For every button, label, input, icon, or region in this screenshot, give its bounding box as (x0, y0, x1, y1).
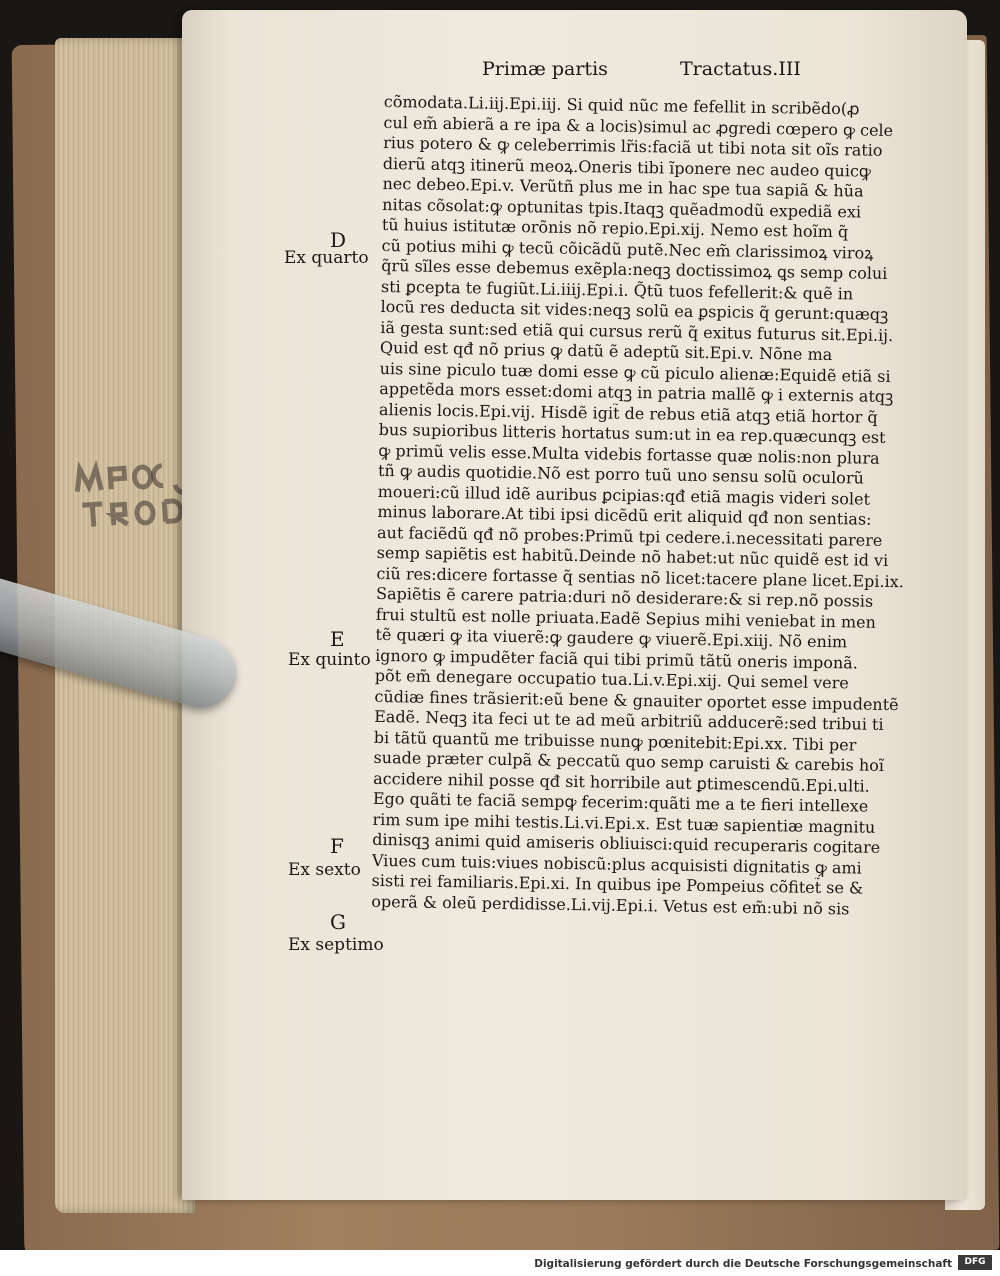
text-line: dinisqꝫ animi quid amiseris obliuisci:quid recuperaris cogitare (372, 829, 881, 857)
funding-credit: Digitalisierung gefördert durch die Deutsche Forschungsgemeinschaft (534, 1258, 952, 1270)
text-line: dierũ atqꝫ itinerũ meoꝝ.Oneris tibi ĩponere nec audeo quicꝙ (382, 153, 872, 181)
margin-letter-e: E (330, 627, 345, 651)
text-line: Sapiẽtis ẽ carere patria:duri nõ desiderare:& si rep.nõ possis (375, 583, 874, 611)
text-line: tẽ quæri ꝙ ita viuerẽ:ꝙ gaudere ꝙ viuerẽ.Epi.xiij. Nõ enim (375, 624, 848, 652)
text-line: operã & oleũ perdidisse.Li.vij.Epi.i. Vetus est em̃:ubi nõ sis (371, 891, 850, 918)
text-line: iã gesta sunt:sed etiã qui cursus rerũ q̃ exitus futurus sit.Epi.ij. (380, 317, 894, 345)
text-line: semp sapiẽtis est habitũ.Deinde nõ habet:ut nũc quidẽ est id vi (376, 542, 889, 570)
text-line: rim sum ipe mihi testis.Li.vi.Epi.x. Est tuæ sapientiæ magnitu (372, 809, 876, 837)
margin-label-ex-sexto: Ex sexto (288, 860, 361, 880)
text-line: accidere nihil posse qđ sit horribile aut ꝑtimescendũ.Epi.ulti. (373, 768, 870, 796)
margin-label-ex-quinto: Ex quinto (288, 650, 371, 670)
text-line: appetẽda mors esset:domi atqꝫ in patria mallẽ ꝙ i externis atqꝫ (379, 378, 894, 407)
margin-letter-g: G (330, 910, 346, 934)
text-line: rius potero & ꝙ celeberrimis lr̃is:faciã ut tibi nota sit oĩs ratio (383, 132, 883, 160)
text-line: sisti rei familiaris.Epi.xi. In quibus ipe Pompeius cõfitet̃ se & (371, 870, 864, 898)
text-line: q̃rũ sĩles esse debemus exẽpla:neqꝫ doctissimoꝝ ꝗs semp colui (381, 255, 888, 283)
text-line: tñ ꝙ audis quotidie.Nõ est porro tuũ uno sensu solũ oculorũ (377, 460, 865, 488)
text-line: ciũ res:dicere fortasse q̃ sentias nõ licet:tacere plane licet.Epi.ix. (376, 563, 904, 591)
text-line: bus supioribus litteris hortatus sum:ut in ea rep.quæcunqꝫ est (378, 419, 886, 447)
text-line: alienis locis.Epi.vij. Hisdẽ igit̃ de rebus etiã atqꝫ etiã hortor q̃ (378, 399, 878, 427)
margin-letter-d: D (330, 228, 347, 252)
text-line: Eadẽ. Neqꝫ ita feci ut te ad meũ arbitriũ adducerẽ:sed tribui ti (374, 706, 884, 734)
text-line: cũ potius mihi ꝙ tecũ cõicãdũ putẽ.Nec em̃ clarissimoꝝ viroꝝ (381, 235, 874, 263)
text-line: sti ꝑcepta te fugiũt.Li.iiij.Epi.i. Q̃tũ tuos fefellerit:& quẽ in (380, 276, 854, 303)
text-line: moueri:cũ illud idẽ auribus ꝑcipias:qđ etiã magis videri solet (377, 481, 871, 509)
text-line: cũdiæ fines trãsierit:eũ bene & gnauiter oportet esse impudentẽ (374, 686, 899, 714)
text-line: Ego quãti te faciã sempꝙ fecerim:quãti me a te fieri intellexe (372, 788, 869, 816)
text-line: cul em̃ abierã a re ipa & a locis)simul ac ꝓgredi cœpero ꝙ cele (383, 112, 894, 140)
running-head-left: Primæ partis (482, 58, 608, 80)
running-head (482, 58, 912, 88)
text-line: locũ res deducta sit vides:neqꝫ solũ ea ꝑspicis q̃ gerunt:quæqꝫ (380, 296, 889, 324)
text-line: aut faciẽdũ qđ nõ probes:Primũ tpi cedere.i.necessitati parere (376, 522, 883, 550)
text-line: ignoro ꝙ impudẽter faciã qui tibi primũ tãtũ oneris imponã. (375, 645, 859, 673)
library-stamp (69, 454, 189, 544)
text-line: tũ huius istitutæ orõnis nõ repio.Epi.xij. Nemo est hoĩm q̃ (381, 214, 849, 242)
text-line: frui stultũ est nolle priuata.Eadẽ Sepius mihi veniebat in men (375, 604, 877, 632)
running-head-right: Tractatus.III (680, 58, 801, 80)
text-line: Quid est qđ nõ prius ꝙ datũ ẽ adeptũ sit.Epi.v. Nõne ma (379, 337, 833, 365)
text-line: suade præter culpã & peccatũ quo semp caruisti & carebis hoĩ (373, 747, 885, 775)
text-line: nitas cõsolat:ꝙ optunitas tpis.Itaqꝫ quẽadmodũ expediã exi (382, 194, 862, 222)
text-line: minus laborare.At tibi ipsi dicẽdũ erit aliquid qđ non sentias: (377, 501, 872, 529)
text-line: põt em̃ denegare occupatio tua.Li.v.Epi.xij. Qui semel vere (374, 665, 850, 693)
margin-label-ex-septimo: Ex septimo (288, 935, 384, 955)
main-text-block (371, 92, 914, 920)
text-line: ꝙ primũ velis esse.Multa videbis fortasse quæ nolis:non plura (378, 440, 880, 468)
text-line: uis sine piculo tuæ domi esse ꝙ cũ piculo alienæ:Equidẽ etiã si (379, 358, 891, 386)
text-line: cõmodata.Li.iij.Epi.iij. Si quid nũc me fefellit in scribẽdo(ꝓ (383, 92, 860, 119)
margin-letter-f: F (330, 834, 344, 858)
margin-label-ex-quarto: Ex quarto (284, 248, 369, 268)
text-line: bi tãtũ quantũ me tribuisse nunꝙ pœnitebit:Epi.xx. Tibi per (373, 727, 857, 754)
text-line: Viues cum tuis:viues nobiscũ:plus acquisisti dignitatis ꝙ ami (371, 850, 862, 878)
dfg-logo: DFG (958, 1255, 992, 1270)
text-line: nec debeo.Epi.v. Verũtñ plus me in hac spe tua sapiã & hũa (382, 173, 864, 201)
footer-bar (0, 1250, 1000, 1276)
